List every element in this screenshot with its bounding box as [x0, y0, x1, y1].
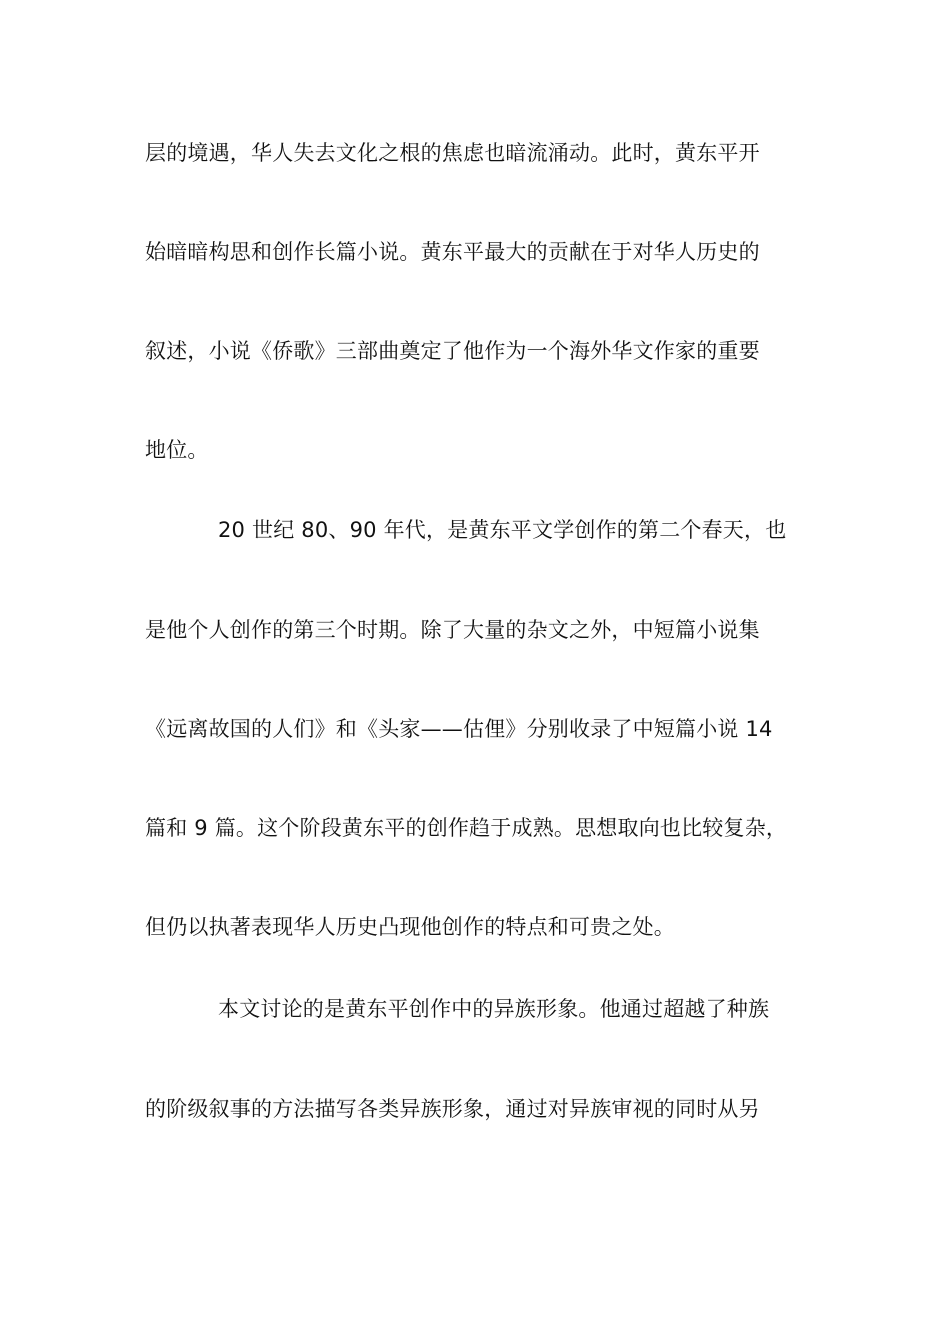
paragraph-2-line-1: 20 世纪 80、90 年代，是黄东平文学创作的第二个春天，也: [218, 518, 787, 542]
paragraph-3-line-1: 本文讨论的是黄东平创作中的异族形象。他通过超越了种族: [218, 997, 770, 1021]
paragraph-2-line-2: 是他个人创作的第三个时期。除了大量的杂文之外，中短篇小说集: [145, 618, 760, 642]
paragraph-2-line-5: 但仍以执著表现华人历史凸现他创作的特点和可贵之处。: [145, 915, 675, 939]
text-line-1: 层的境遇，华人失去文化之根的焦虑也暗流涌动。此时，黄东平开: [145, 141, 760, 165]
paragraph-2-line-4: 篇和 9 篇。这个阶段黄东平的创作趋于成熟。思想取向也比较复杂，: [145, 816, 788, 840]
paragraph-2-line-3: 《远离故国的人们》和《头家——估俚》分别收录了中短篇小说 14: [145, 717, 773, 741]
paragraph-3-line-2: 的阶级叙事的方法描写各类异族形象，通过对异族审视的同时从另: [145, 1097, 760, 1121]
text-line-3: 叙述，小说《侨歌》三部曲奠定了他作为一个海外华文作家的重要: [145, 339, 760, 363]
text-line-2: 始暗暗构思和创作长篇小说。黄东平最大的贡献在于对华人历史的: [145, 240, 760, 264]
text-line-4: 地位。: [145, 438, 209, 462]
